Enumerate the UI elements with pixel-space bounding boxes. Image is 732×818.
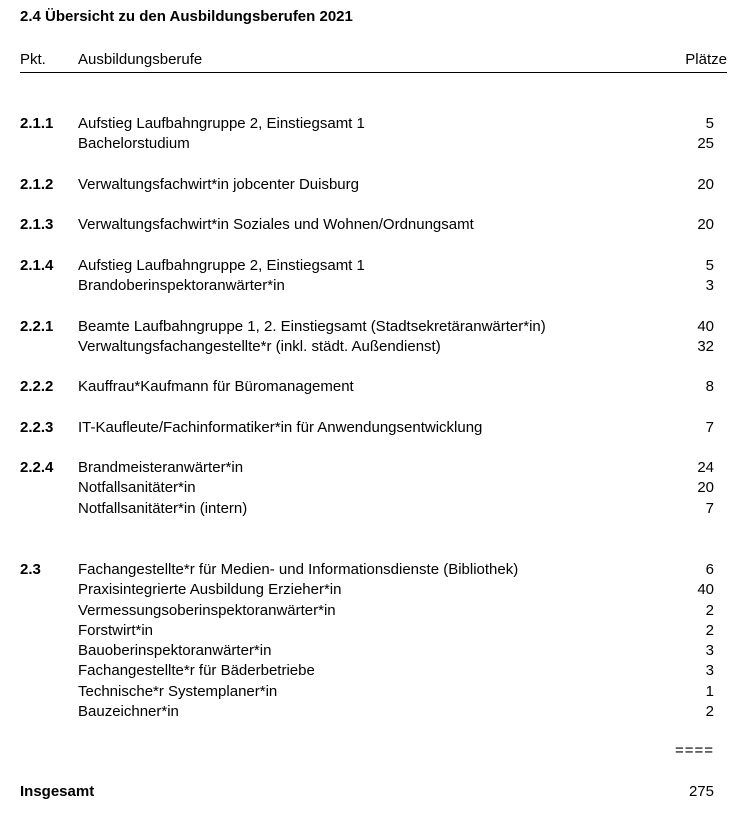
occupation-name: Forstwirt*in	[78, 621, 154, 639]
section-number: 2.1.3	[20, 216, 54, 233]
places-count: 40	[697, 318, 714, 335]
table-row	[0, 661, 732, 681]
occupation-name: Brandmeisteranwärter*in	[78, 459, 244, 476]
places-count: 20	[697, 216, 714, 233]
places-count: 32	[697, 338, 714, 356]
table-row	[0, 114, 732, 134]
section-number: 2.2.3	[20, 419, 54, 436]
table-row	[0, 478, 732, 498]
places-count: 40	[697, 581, 714, 599]
page-title: 2.4 Übersicht zu den Ausbildungsberufen 2021	[20, 8, 353, 25]
table-row	[0, 276, 732, 296]
table-row	[0, 702, 732, 722]
occupation-name: Vermessungsoberinspektoranwärter*in	[78, 601, 336, 619]
places-count: 3	[705, 642, 714, 660]
places-count: 2	[705, 703, 714, 721]
places-count: 3	[705, 277, 714, 295]
places-count: 1	[705, 682, 714, 700]
table-row	[0, 641, 732, 661]
table-row	[0, 499, 732, 519]
total-label: Insgesamt	[20, 783, 95, 800]
table-row	[0, 621, 732, 641]
places-count: 7	[705, 419, 714, 436]
occupation-name: IT-Kaufleute/Fachinformatiker*in für Anwendungsentwicklung	[78, 419, 483, 436]
table-row	[0, 337, 732, 357]
total-value: 275	[688, 783, 714, 800]
occupation-name: Kauffrau*Kaufmann für Büromanagement	[78, 378, 354, 395]
places-count: 6	[705, 561, 714, 578]
places-count: 5	[705, 257, 714, 274]
places-count: 5	[705, 115, 714, 132]
section-number: 2.3	[20, 561, 41, 578]
places-count: 3	[705, 662, 714, 680]
sum-separator: ====	[674, 742, 714, 759]
places-count: 20	[697, 479, 714, 497]
occupation-name: Fachangestellte*r für Bäderbetriebe	[78, 662, 315, 680]
occupation-name: Verwaltungsfachangestellte*r (inkl. städt. Außendienst)	[78, 338, 441, 356]
occupation-name: Verwaltungsfachwirt*in jobcenter Duisburg	[78, 176, 359, 193]
table-row	[0, 560, 732, 580]
occupation-name: Aufstieg Laufbahngruppe 2, Einstiegsamt 1	[78, 115, 365, 132]
places-count: 7	[705, 499, 714, 517]
section-number: 2.1.4	[20, 257, 54, 274]
section-number: 2.2.4	[20, 459, 54, 476]
table-row	[0, 175, 732, 195]
section-2-3	[0, 560, 732, 722]
occupation-name: Brandoberinspektoranwärter*in	[78, 277, 285, 295]
occupation-name: Bachelorstudium	[78, 135, 190, 153]
places-count: 2	[705, 621, 714, 639]
occupation-name: Beamte Laufbahngruppe 1, 2. Einstiegsamt (Stadtsekretäranwärter*in)	[78, 318, 546, 335]
table-row	[0, 601, 732, 621]
occupation-name: Bauzeichner*in	[78, 703, 179, 721]
column-header-plaetze: Plätze	[685, 51, 727, 68]
table-row	[0, 458, 732, 478]
section-2-1-2	[0, 175, 732, 195]
table-row	[0, 418, 732, 438]
section-number: 2.2.2	[20, 378, 54, 395]
occupation-name: Verwaltungsfachwirt*in Soziales und Wohnen/Ordnungsamt	[78, 216, 474, 233]
section-2-1-1	[0, 114, 732, 155]
column-header-pkt: Pkt.	[20, 51, 46, 68]
table-row	[0, 134, 732, 154]
table-row	[0, 256, 732, 276]
places-count: 25	[697, 135, 714, 153]
table-row	[0, 580, 732, 600]
table-row	[0, 377, 732, 397]
places-count: 20	[697, 176, 714, 193]
header-divider	[20, 72, 727, 73]
column-header-ausbildungsberufe: Ausbildungsberufe	[78, 51, 203, 68]
section-2-1-3	[0, 215, 732, 235]
occupation-name: Aufstieg Laufbahngruppe 2, Einstiegsamt 1	[78, 257, 365, 274]
section-2-2-4	[0, 458, 732, 519]
occupation-name: Praxisintegrierte Ausbildung Erzieher*in	[78, 581, 342, 599]
section-2-2-3	[0, 418, 732, 438]
section-number: 2.1.1	[20, 115, 54, 132]
occupation-name: Bauoberinspektoranwärter*in	[78, 642, 272, 660]
section-2-2-2	[0, 377, 732, 397]
table-row	[0, 317, 732, 337]
places-count: 24	[697, 459, 714, 476]
places-count: 2	[705, 601, 714, 619]
table-row	[0, 215, 732, 235]
occupation-name: Notfallsanitäter*in (intern)	[78, 499, 248, 517]
section-number: 2.2.1	[20, 318, 54, 335]
section-2-1-4	[0, 256, 732, 297]
occupation-name: Fachangestellte*r für Medien- und Informationsdienste (Bibliothek)	[78, 561, 519, 578]
section-number: 2.1.2	[20, 176, 54, 193]
occupation-name: Technische*r Systemplaner*in	[78, 682, 278, 700]
section-2-2-1	[0, 317, 732, 358]
occupation-name: Notfallsanitäter*in	[78, 479, 196, 497]
table-row	[0, 682, 732, 702]
places-count: 8	[705, 378, 714, 395]
